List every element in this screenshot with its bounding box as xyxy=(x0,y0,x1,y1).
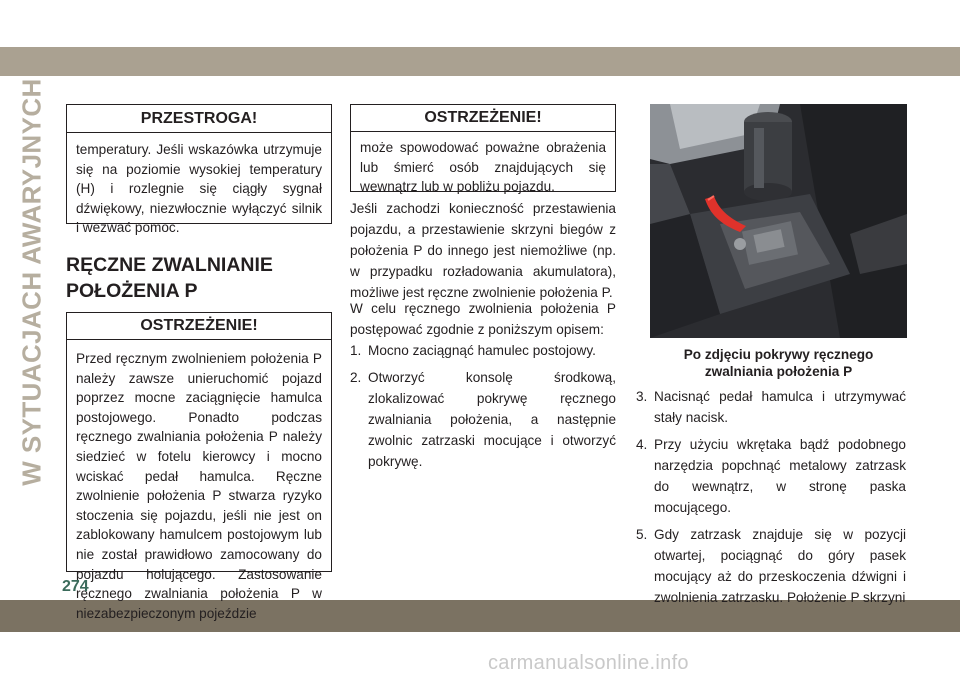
caution-box-text: temperatury. Jeśli wskazówka utrzymuje się na poziomie wysokiej temperatury (H) i rozlegnie się ciągły sygnał dźwiękowy, niezwłocznie wyłączyć silnik i wezwać pomoc. xyxy=(76,142,322,236)
step-number: 4. xyxy=(636,437,648,452)
step-number: 1. xyxy=(350,343,362,358)
list-item xyxy=(350,340,616,361)
warning-box-continued xyxy=(350,104,616,195)
steps-list-left xyxy=(350,340,616,478)
step-text: Nacisnąć pedał hamulca i utrzymywać stały nacisk. xyxy=(654,389,906,425)
paragraph-procedure: W celu ręcznego zwolnienia położenia P postępować zgodnie z poniższym opisem: xyxy=(350,301,616,337)
caution-box xyxy=(66,104,332,236)
page-number: 274 xyxy=(62,578,89,595)
step-number: 2. xyxy=(350,370,362,385)
list-item xyxy=(636,434,906,518)
top-color-band xyxy=(0,47,960,76)
list-item xyxy=(350,367,616,472)
steps-list-right xyxy=(636,386,906,614)
warning-box-continued-title: OSTRZEŻENIE! xyxy=(351,105,615,132)
step-text: Gdy zatrzask znajduje się w pozycji otwartej, pociągnąć do góry pasek mocujący aż do przeskoczenia dźwigni i zwolnienia zatrzasku. Położenie P skrzyni xyxy=(654,527,906,605)
step-text: Przy użyciu wkrętaka bądź podobnego narzędzia popchnąć metalowy zatrzask do wewnątrz, w stronę paska mocującego. xyxy=(654,437,906,515)
step-text: Otworzyć konsolę środkową, zlokalizować pokrywę ręcznego zwalniania położenia, a następnie zwolnic zatrzaski mocujące i otworzyć pokrywę. xyxy=(368,370,616,469)
console-photo-illustration xyxy=(650,104,907,338)
side-chapter-title-text: W SYTUACJACH AWARYJNYCH xyxy=(16,78,47,486)
list-item xyxy=(636,524,906,608)
paragraph-intro: Jeśli zachodzi konieczność przestawienia pojazdu, a przestawienie skrzyni biegów z położenia P do innego jest niemożliwe (np. w przypadku rozładowania akumulatora), możliwe jest ręczne zwolnienie położenia P. xyxy=(350,201,616,300)
section-heading: RĘCZNE ZWALNIANIE POŁOŻENIA P xyxy=(66,254,273,302)
warning-box-title: OSTRZEŻENIE! xyxy=(140,317,258,334)
watermark-text: carmanualsonline.info xyxy=(488,652,689,674)
step-number: 3. xyxy=(636,389,648,404)
step-number: 5. xyxy=(636,527,648,542)
step-text: Mocno zaciągnąć hamulec postojowy. xyxy=(368,343,596,358)
console-photo xyxy=(650,104,907,338)
warning-box-text: Przed ręcznym zwolnieniem położenia P należy zawsze unieruchomić pojazd poprzez mocne zaciągnięcie hamulca postojowego. Ponadto podczas ręcznego zwalniania położenia P należy siedzieć w fotelu kierowcy i mocno wciskać pedał hamulca. Ręczne zwolnienie położenia P stwarza ryzyko stoczenia się pojazdu, jeśli nie jest on zablokowany hamulcem postojowym lub nie został prawidłowo zamocowany do pojazdu holującego. Zastosowanie ręcznego zwalniania położenia P w niezabezpieczonym pojeździe xyxy=(76,351,322,621)
list-item xyxy=(636,386,906,428)
photo-caption: Po zdjęciu pokrywy ręcznego zwalniania położenia P xyxy=(683,347,874,379)
caution-box-title: PRZESTROGA! xyxy=(67,105,331,133)
side-chapter-title xyxy=(14,78,50,486)
warning-box-continued-text: może spowodować poważne obrażenia lub śmierć osób znajdujących się wewnątrz lub w pobliżu pojazdu. xyxy=(360,140,606,195)
